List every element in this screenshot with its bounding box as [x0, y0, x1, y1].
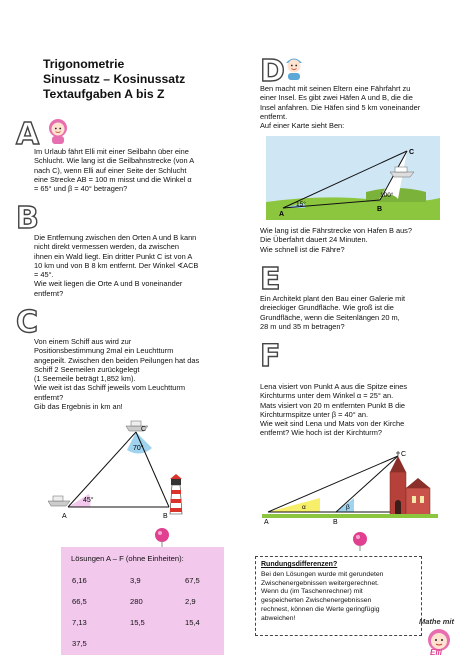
angle-b-label: 100°	[380, 192, 394, 199]
task-d-text	[260, 84, 420, 130]
task-a-line: Im Urlaub fährt Elli mit einer Seilbahn über eine	[34, 147, 189, 156]
task-e-line: Grundfläche, wenn die Seitenlängen 20 m,	[260, 312, 400, 322]
task-c-line: Positionsbestimmung 2mal ein Leuchtturm	[34, 346, 174, 356]
task-b-line: 10 km und von B 8 km entfernt. Der Winkel ∢ACB	[34, 260, 199, 270]
angle-a-label: 45°	[83, 497, 94, 504]
task-c-line: angepeilt. Zwischen den beiden Peilungen hat das	[34, 355, 200, 365]
solution-value: 37,5	[72, 639, 87, 648]
lighthouse-icon	[170, 474, 182, 514]
rounding-note	[255, 556, 422, 636]
pushpin-icon	[151, 526, 173, 548]
solutions-row	[61, 592, 224, 613]
note-title: Rundungsdifferenzen?	[261, 561, 338, 568]
point-c-label: C	[401, 451, 407, 458]
task-c-line: Von einem Schiff aus wird zur	[34, 337, 132, 346]
task-c-line: Gib das Ergebnis in km an!	[34, 402, 123, 412]
elli-girl-avatar	[46, 117, 70, 145]
task-f-line: Kirchturmspitze unter β = 40° an.	[260, 409, 369, 419]
task-a-text	[34, 147, 194, 193]
task-c-line: entfernt?	[34, 392, 64, 402]
note-line: rechnest, können die Werte geringfügig	[261, 605, 380, 613]
task-f-line: entfernt? Wie hoch ist der Kirchturm?	[260, 428, 382, 438]
task-d-line: einer Insel. Es gibt zwei Häfen A und B, die die	[260, 93, 413, 103]
task-d-line: Insel anfahren. Die Häfen sind 5 km voneinander	[260, 102, 421, 112]
point-a-label: A	[279, 211, 285, 218]
point-a-label: A	[264, 519, 269, 526]
pushpin-icon	[349, 530, 371, 552]
logo-line-2: Elli	[430, 648, 443, 657]
solutions-row	[61, 571, 224, 592]
task-letter-f: F	[260, 339, 281, 374]
task-b-line: Die Entfernung zwischen den Orten A und B kann	[34, 233, 197, 242]
task-a-line: eine Strecke AB = 100 m misst und die Winkel α	[34, 174, 192, 184]
solutions-table	[61, 571, 224, 655]
point-a-label: A	[62, 513, 67, 520]
solutions-row	[61, 613, 224, 634]
task-b-line: = 45°.	[34, 270, 54, 280]
task-f-line: Wie weit sind Lena und Mats von der Kirche	[260, 419, 405, 429]
note-line: Zwischenergebnissen weitergerechnet.	[261, 579, 379, 587]
task-f-text	[260, 382, 407, 438]
solution-value: 7,13	[72, 618, 87, 627]
task-c-line: Schiff 2 Seemeilen zurückgelegt	[34, 364, 140, 374]
task-f-line: Mats visiert von 20 m entfernten Punkt B die	[260, 400, 406, 410]
solution-value: 15,4	[185, 618, 200, 627]
solution-value: 67,5	[185, 576, 200, 585]
solution-value: 66,5	[72, 597, 87, 606]
solution-value: 6,16	[72, 576, 87, 585]
task-letter-d: D	[260, 54, 285, 89]
beta-label: β	[346, 504, 350, 511]
task-letter-b: B	[16, 201, 39, 236]
task-d-question: Wie schnell ist die Fähre?	[260, 244, 345, 254]
note-body	[261, 571, 383, 623]
logo-line-1: Mathe mit	[419, 617, 455, 626]
header-line-3: Textaufgaben A bis Z	[43, 87, 165, 101]
task-d-line: entfernt.	[260, 111, 288, 121]
point-b-label: B	[333, 519, 338, 526]
task-a-line: Schlucht. Wie lang ist die Seilbahnstrecke (von A	[34, 156, 195, 166]
solution-value: 280	[130, 597, 143, 606]
ben-boy-avatar	[283, 54, 305, 80]
angle-a-label: 15°	[296, 201, 306, 208]
solutions-title: Lösungen A – F (ohne Einheiten):	[71, 554, 184, 563]
task-b-line: nicht direkt vermessen werden, da zwischen	[34, 242, 180, 252]
angle-c-label: 70°	[133, 445, 144, 452]
task-f-line: Kirchturms unter dem Winkel α = 25° an.	[260, 391, 394, 401]
solution-value: 3,9	[130, 576, 141, 585]
task-d-question: Wie lang ist die Fährstrecke von Hafen B aus?	[260, 226, 412, 235]
task-a-line: nach C), wenn Elli auf einer Seite der Schlucht	[34, 165, 187, 175]
ship-icon	[48, 496, 70, 506]
task-b-line: entfernt?	[34, 288, 64, 298]
point-c-label: C	[141, 426, 147, 433]
ferry-map-diagram	[266, 136, 440, 220]
task-b-line: Wie weit liegen die Orte A und B voneinander	[34, 279, 183, 289]
task-letter-e: E	[260, 262, 281, 297]
solutions-row	[61, 634, 224, 655]
note-line: Wenn du (im Taschenrechner) mit	[261, 588, 363, 596]
worksheet-header	[43, 57, 185, 102]
lighthouse-diagram	[40, 410, 200, 522]
task-e-line: dreieckiger Grundfläche. Wie groß ist die	[260, 303, 394, 313]
task-letter-a: A	[16, 117, 40, 152]
task-c-line: Wie weit ist das Schiff jeweils vom Leuchtturm	[34, 383, 186, 393]
task-letter-c: C	[16, 305, 39, 340]
church-diagram	[262, 448, 438, 526]
task-f-line: Lena visiert von Punkt A aus die Spitze eines	[260, 382, 408, 391]
task-d-question: Die Überfahrt dauert 24 Minuten.	[260, 235, 368, 245]
solution-value: 2,9	[185, 597, 196, 606]
church-icon	[390, 451, 430, 516]
point-b-label: B	[377, 206, 383, 213]
task-b-line: ihnen ein Wald liegt. Ein dritter Punkt C ist von A	[34, 251, 193, 261]
note-line: Bei den Lösungen wurde mit gerundeten	[261, 571, 384, 578]
task-c-line: (1 Seemeile beträgt 1,852 km).	[34, 374, 136, 384]
task-d-line: Ben macht mit seinen Eltern eine Fährfahrt zu	[260, 84, 411, 93]
alpha-label: α	[302, 504, 306, 511]
point-b-label: B	[163, 513, 168, 520]
task-a-line: = 65° und β = 40° betragen?	[34, 184, 128, 194]
task-d-line: Auf einer Karte sieht Ben:	[260, 121, 345, 131]
task-e-line: Ein Architekt plant den Bau einer Galerie mit	[260, 294, 406, 303]
task-d-questions	[260, 226, 412, 254]
solution-value: 15,5	[130, 618, 145, 627]
header-line-2: Sinussatz – Kosinussatz	[43, 72, 186, 86]
note-line: abweichen!	[261, 614, 296, 622]
note-line: gespeicherten Zwischenergebnissen	[261, 597, 372, 605]
point-c-label: C	[409, 149, 415, 156]
task-b-text	[34, 233, 198, 298]
task-c-text	[34, 337, 199, 411]
mathe-mit-elli-logo	[416, 612, 462, 658]
task-e-text	[260, 294, 405, 331]
header-line-1: Trigonometrie	[43, 57, 125, 71]
task-e-line: 28 m und 35 m betragen?	[260, 321, 345, 331]
